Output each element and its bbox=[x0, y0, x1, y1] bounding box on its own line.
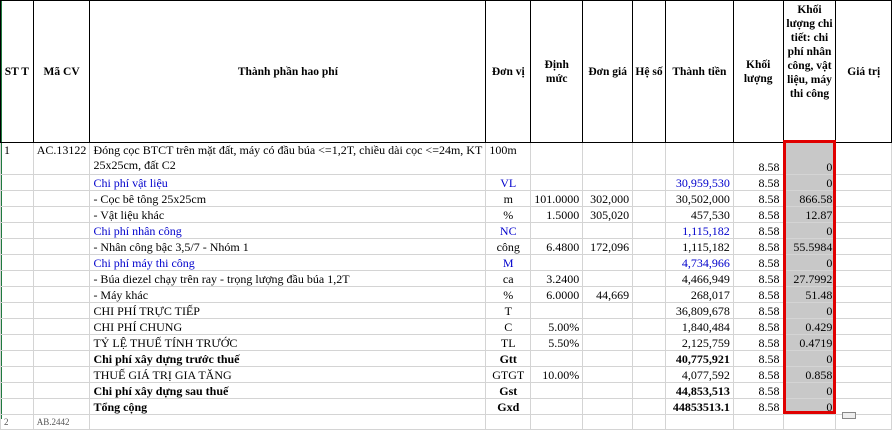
task-row bbox=[1, 143, 892, 175]
task-unit[interactable]: 100m bbox=[486, 143, 531, 175]
header-khoi-luong[interactable]: Khối lượng bbox=[733, 1, 783, 143]
cell-khoi-luong[interactable]: 8.58 bbox=[733, 319, 783, 335]
cell-name[interactable]: Chi phí nhân công bbox=[90, 223, 486, 239]
cell-dinh-muc[interactable] bbox=[531, 255, 583, 271]
cell-next[interactable] bbox=[531, 415, 583, 430]
cell-don-gia[interactable] bbox=[583, 303, 633, 319]
header-dinh-muc[interactable]: Định mức bbox=[531, 1, 583, 143]
cell-he-so[interactable] bbox=[633, 383, 666, 399]
cell-gia-tri[interactable] bbox=[836, 239, 892, 255]
cell-ma-cv[interactable] bbox=[33, 319, 90, 335]
cell-he-so[interactable] bbox=[633, 271, 666, 287]
cell-unit[interactable]: M bbox=[486, 255, 531, 271]
cell-thanh-tien[interactable]: 1,840,484 bbox=[665, 319, 733, 335]
cell-next[interactable] bbox=[665, 415, 733, 430]
task-ma-cv[interactable]: AC.13122 bbox=[33, 143, 90, 175]
cell-stt[interactable] bbox=[1, 303, 34, 319]
cell-gia-tri[interactable] bbox=[836, 255, 892, 271]
cell-dinh-muc[interactable] bbox=[531, 383, 583, 399]
cell-dinh-muc[interactable]: 6.0000 bbox=[531, 287, 583, 303]
cell-thanh-tien[interactable]: 457,530 bbox=[665, 207, 733, 223]
cell-unit[interactable]: ca bbox=[486, 271, 531, 287]
table-row bbox=[1, 287, 892, 303]
cell-gia-tri[interactable] bbox=[836, 335, 892, 351]
cell-unit[interactable]: Gst bbox=[486, 383, 531, 399]
header-stt[interactable]: ST T bbox=[1, 1, 34, 143]
cell-don-gia[interactable]: 302,000 bbox=[583, 191, 633, 207]
cell-he-so[interactable] bbox=[633, 175, 666, 191]
cell-stt[interactable] bbox=[1, 367, 34, 383]
cell-next[interactable] bbox=[90, 415, 486, 430]
cell-gia-tri[interactable] bbox=[836, 191, 892, 207]
cell-name[interactable]: CHI PHÍ TRỰC TIẾP bbox=[90, 303, 486, 319]
cell-don-gia[interactable] bbox=[583, 255, 633, 271]
cell-thanh-tien[interactable]: 1,115,182 bbox=[665, 239, 733, 255]
cell-stt[interactable] bbox=[1, 175, 34, 191]
cell-dinh-muc[interactable]: 5.00% bbox=[531, 319, 583, 335]
task-he-so[interactable] bbox=[633, 143, 666, 175]
table-row bbox=[1, 175, 892, 191]
cell-name[interactable]: CHI PHÍ CHUNG bbox=[90, 319, 486, 335]
header-he-so[interactable]: Hệ số bbox=[633, 1, 666, 143]
cell-he-so[interactable] bbox=[633, 351, 666, 367]
cell-gia-tri[interactable] bbox=[836, 287, 892, 303]
cell-dinh-muc[interactable] bbox=[531, 303, 583, 319]
task-don-gia[interactable] bbox=[583, 143, 633, 175]
cell-he-so[interactable] bbox=[633, 303, 666, 319]
cell-next[interactable] bbox=[583, 415, 633, 430]
cell-khoi-luong[interactable]: 8.58 bbox=[733, 287, 783, 303]
cell-stt[interactable] bbox=[1, 335, 34, 351]
cell-name[interactable]: TỶ LỆ THUẾ TÍNH TRƯỚC bbox=[90, 335, 486, 351]
cell-klct[interactable]: 0.429 bbox=[783, 319, 836, 335]
cell-ma-cv[interactable] bbox=[33, 383, 90, 399]
cell-don-gia[interactable] bbox=[583, 223, 633, 239]
task-stt[interactable]: 1 bbox=[1, 143, 34, 175]
cell-thanh-tien[interactable]: 44853513.1 bbox=[665, 399, 733, 415]
cell-he-so[interactable] bbox=[633, 191, 666, 207]
cell-he-so[interactable] bbox=[633, 223, 666, 239]
cell-he-so[interactable] bbox=[633, 319, 666, 335]
header-khoi-luong-chi-tiet[interactable]: Khối lượng chi tiết: chi phí nhân công, vật liệu, máy thi công bbox=[783, 1, 836, 143]
cell-don-gia[interactable]: 44,669 bbox=[583, 287, 633, 303]
cell-stt[interactable] bbox=[1, 319, 34, 335]
header-ma-cv[interactable]: Mã CV bbox=[33, 1, 90, 143]
cell-gia-tri[interactable] bbox=[836, 351, 892, 367]
cell-klct[interactable]: 12.87 bbox=[783, 207, 836, 223]
cell-khoi-luong[interactable]: 8.58 bbox=[733, 335, 783, 351]
table-row bbox=[1, 303, 892, 319]
cell-klct[interactable]: 51.48 bbox=[783, 287, 836, 303]
cell-unit[interactable]: % bbox=[486, 207, 531, 223]
cell-name[interactable]: - Cọc bê tông 25x25cm bbox=[90, 191, 486, 207]
cell-next[interactable] bbox=[783, 415, 836, 430]
cell-thanh-tien[interactable]: 2,125,759 bbox=[665, 335, 733, 351]
table-row bbox=[1, 239, 892, 255]
cell-don-gia[interactable]: 305,020 bbox=[583, 207, 633, 223]
cell-dinh-muc[interactable] bbox=[531, 175, 583, 191]
cell-unit[interactable]: C bbox=[486, 319, 531, 335]
cell-name[interactable]: Chi phí vật liệu bbox=[90, 175, 486, 191]
cell-unit[interactable]: Gxd bbox=[486, 399, 531, 415]
cell-gia-tri[interactable] bbox=[836, 223, 892, 239]
cell-klct[interactable]: 866.58 bbox=[783, 191, 836, 207]
cell-ma-cv[interactable] bbox=[33, 303, 90, 319]
cell-thanh-tien[interactable]: 30,502,000 bbox=[665, 191, 733, 207]
table-row bbox=[1, 335, 892, 351]
cell-name[interactable]: - Búa diezel chạy trên ray - trọng lượng đầu búa 1,2T bbox=[90, 271, 486, 287]
cell-stt[interactable] bbox=[1, 351, 34, 367]
cell-khoi-luong[interactable]: 8.58 bbox=[733, 367, 783, 383]
table-row bbox=[1, 191, 892, 207]
cell-ma-cv[interactable] bbox=[33, 175, 90, 191]
task-dinh-muc[interactable] bbox=[531, 143, 583, 175]
cell-unit[interactable]: TL bbox=[486, 335, 531, 351]
cell-khoi-luong[interactable]: 8.58 bbox=[733, 223, 783, 239]
cell-name[interactable]: Chi phí xây dựng trước thuế bbox=[90, 351, 486, 367]
header-thanh-tien[interactable]: Thành tiền bbox=[665, 1, 733, 143]
cell-klct[interactable]: 27.7992 bbox=[783, 271, 836, 287]
cell-khoi-luong[interactable]: 8.58 bbox=[733, 239, 783, 255]
cell-khoi-luong[interactable]: 8.58 bbox=[733, 351, 783, 367]
cell-ma-cv[interactable] bbox=[33, 239, 90, 255]
cell-gia-tri[interactable] bbox=[836, 207, 892, 223]
cell-ma-cv[interactable] bbox=[33, 335, 90, 351]
cell-khoi-luong[interactable]: 8.58 bbox=[733, 175, 783, 191]
cell-he-so[interactable] bbox=[633, 207, 666, 223]
cell-stt[interactable] bbox=[1, 271, 34, 287]
cell-don-gia[interactable]: 172,096 bbox=[583, 239, 633, 255]
cell-gia-tri[interactable] bbox=[836, 383, 892, 399]
cell-ma-cv[interactable] bbox=[33, 191, 90, 207]
cell-khoi-luong[interactable]: 8.58 bbox=[733, 255, 783, 271]
cell-thanh-tien[interactable]: 1,115,182 bbox=[665, 223, 733, 239]
cell-ma-cv[interactable] bbox=[33, 367, 90, 383]
task-klct[interactable]: 0 bbox=[783, 143, 836, 175]
task-thanh-tien[interactable] bbox=[665, 143, 733, 175]
cell-name[interactable]: - Nhân công bậc 3,5/7 - Nhóm 1 bbox=[90, 239, 486, 255]
cell-thanh-tien[interactable]: 268,017 bbox=[665, 287, 733, 303]
cell-name[interactable]: Tổng cộng bbox=[90, 399, 486, 415]
cell-stt[interactable] bbox=[1, 223, 34, 239]
cell-dinh-muc[interactable]: 10.00% bbox=[531, 367, 583, 383]
cell-stt[interactable] bbox=[1, 239, 34, 255]
cell-name[interactable]: - Vật liệu khác bbox=[90, 207, 486, 223]
cell-klct[interactable]: 0 bbox=[783, 399, 836, 415]
cell-don-gia[interactable] bbox=[583, 351, 633, 367]
cell-khoi-luong[interactable]: 8.58 bbox=[733, 399, 783, 415]
cell-dinh-muc[interactable] bbox=[531, 351, 583, 367]
cell-klct[interactable]: 0 bbox=[783, 351, 836, 367]
table-row bbox=[1, 399, 892, 415]
table-row bbox=[1, 255, 892, 271]
cell-unit[interactable]: GTGT bbox=[486, 367, 531, 383]
cell-unit[interactable]: VL bbox=[486, 175, 531, 191]
cell-thanh-tien[interactable]: 4,077,592 bbox=[665, 367, 733, 383]
cell-don-gia[interactable] bbox=[583, 319, 633, 335]
cell-klct[interactable]: 0 bbox=[783, 303, 836, 319]
table-row bbox=[1, 367, 892, 383]
cell-name[interactable]: Chi phí xây dựng sau thuế bbox=[90, 383, 486, 399]
cell-klct[interactable]: 0 bbox=[783, 223, 836, 239]
cell-ma-cv[interactable] bbox=[33, 351, 90, 367]
cell-name[interactable]: Chi phí máy thi công bbox=[90, 255, 486, 271]
cell-klct[interactable]: 55.5984 bbox=[783, 239, 836, 255]
cell-klct[interactable]: 0 bbox=[783, 383, 836, 399]
cell-klct[interactable]: 0 bbox=[783, 255, 836, 271]
task-khoi-luong[interactable]: 8.58 bbox=[733, 143, 783, 175]
cell-next[interactable]: AB.2442 bbox=[33, 415, 90, 430]
cell-ma-cv[interactable] bbox=[33, 399, 90, 415]
cell-unit[interactable]: m bbox=[486, 191, 531, 207]
cell-he-so[interactable] bbox=[633, 239, 666, 255]
cell-khoi-luong[interactable]: 8.58 bbox=[733, 207, 783, 223]
cell-thanh-tien[interactable]: 4,466,949 bbox=[665, 271, 733, 287]
table-row bbox=[1, 351, 892, 367]
cell-name[interactable]: - Máy khác bbox=[90, 287, 486, 303]
cell-thanh-tien[interactable]: 30,959,530 bbox=[665, 175, 733, 191]
cell-klct[interactable]: 0.858 bbox=[783, 367, 836, 383]
cell-he-so[interactable] bbox=[633, 255, 666, 271]
cell-dinh-muc[interactable]: 1.5000 bbox=[531, 207, 583, 223]
cell-stt[interactable] bbox=[1, 207, 34, 223]
table-row bbox=[1, 383, 892, 399]
cell-klct[interactable]: 0.4719 bbox=[783, 335, 836, 351]
cell-next[interactable]: 2 bbox=[1, 415, 34, 430]
cell-dinh-muc[interactable]: 6.4800 bbox=[531, 239, 583, 255]
cell-thanh-tien[interactable]: 44,853,513 bbox=[665, 383, 733, 399]
cell-next[interactable] bbox=[733, 415, 783, 430]
cell-don-gia[interactable] bbox=[583, 335, 633, 351]
cell-gia-tri[interactable] bbox=[836, 367, 892, 383]
cell-khoi-luong[interactable]: 8.58 bbox=[733, 271, 783, 287]
cell-ma-cv[interactable] bbox=[33, 271, 90, 287]
table-row bbox=[1, 415, 892, 430]
cell-don-gia[interactable] bbox=[583, 383, 633, 399]
cell-khoi-luong[interactable]: 8.58 bbox=[733, 191, 783, 207]
cell-ma-cv[interactable] bbox=[33, 223, 90, 239]
cell-ma-cv[interactable] bbox=[33, 207, 90, 223]
table-row bbox=[1, 271, 892, 287]
cell-gia-tri[interactable] bbox=[836, 303, 892, 319]
cell-dinh-muc[interactable]: 3.2400 bbox=[531, 271, 583, 287]
cell-next[interactable] bbox=[486, 415, 531, 430]
cell-don-gia[interactable] bbox=[583, 399, 633, 415]
scroll-handle[interactable] bbox=[842, 412, 856, 419]
header-don-gia[interactable]: Đơn giá bbox=[583, 1, 633, 143]
cell-next[interactable] bbox=[633, 415, 666, 430]
table-row bbox=[1, 223, 892, 239]
table-row bbox=[1, 319, 892, 335]
cell-thanh-tien[interactable]: 36,809,678 bbox=[665, 303, 733, 319]
cell-dinh-muc[interactable] bbox=[531, 223, 583, 239]
cell-unit[interactable]: % bbox=[486, 287, 531, 303]
cell-gia-tri[interactable] bbox=[836, 271, 892, 287]
task-name[interactable]: Đóng cọc BTCT trên mặt đất, máy có đầu búa <=1,2T, chiều dài cọc <=24m, KT 25x25cm, đất C2 bbox=[90, 143, 486, 175]
header-don-vi[interactable]: Đơn vị bbox=[486, 1, 531, 143]
cell-khoi-luong[interactable]: 8.58 bbox=[733, 383, 783, 399]
cell-stt[interactable] bbox=[1, 255, 34, 271]
cell-stt[interactable] bbox=[1, 383, 34, 399]
cell-he-so[interactable] bbox=[633, 399, 666, 415]
cell-gia-tri[interactable] bbox=[836, 175, 892, 191]
cell-gia-tri[interactable] bbox=[836, 319, 892, 335]
cell-dinh-muc[interactable]: 101.0000 bbox=[531, 191, 583, 207]
cell-don-gia[interactable] bbox=[583, 175, 633, 191]
cell-ma-cv[interactable] bbox=[33, 255, 90, 271]
cell-khoi-luong[interactable]: 8.58 bbox=[733, 303, 783, 319]
cell-dinh-muc[interactable] bbox=[531, 399, 583, 415]
header-thanh-phan[interactable]: Thành phần hao phí bbox=[90, 1, 486, 143]
cell-unit[interactable]: Gtt bbox=[486, 351, 531, 367]
table-row bbox=[1, 207, 892, 223]
cell-don-gia[interactable] bbox=[583, 271, 633, 287]
cell-unit[interactable]: NC bbox=[486, 223, 531, 239]
cell-thanh-tien[interactable]: 4,734,966 bbox=[665, 255, 733, 271]
cell-stt[interactable] bbox=[1, 191, 34, 207]
cell-name[interactable]: THUẾ GIÁ TRỊ GIA TĂNG bbox=[90, 367, 486, 383]
cell-ma-cv[interactable] bbox=[33, 287, 90, 303]
cell-he-so[interactable] bbox=[633, 287, 666, 303]
cell-unit[interactable]: công bbox=[486, 239, 531, 255]
task-gia-tri[interactable] bbox=[836, 143, 892, 175]
cell-klct[interactable]: 0 bbox=[783, 175, 836, 191]
cell-stt[interactable] bbox=[1, 287, 34, 303]
cell-he-so[interactable] bbox=[633, 335, 666, 351]
cell-dinh-muc[interactable]: 5.50% bbox=[531, 335, 583, 351]
cell-don-gia[interactable] bbox=[583, 367, 633, 383]
cell-stt[interactable] bbox=[1, 399, 34, 415]
cell-he-so[interactable] bbox=[633, 367, 666, 383]
cell-unit[interactable]: T bbox=[486, 303, 531, 319]
cell-thanh-tien[interactable]: 40,775,921 bbox=[665, 351, 733, 367]
header-gia-tri[interactable]: Giá trị bbox=[836, 1, 892, 143]
